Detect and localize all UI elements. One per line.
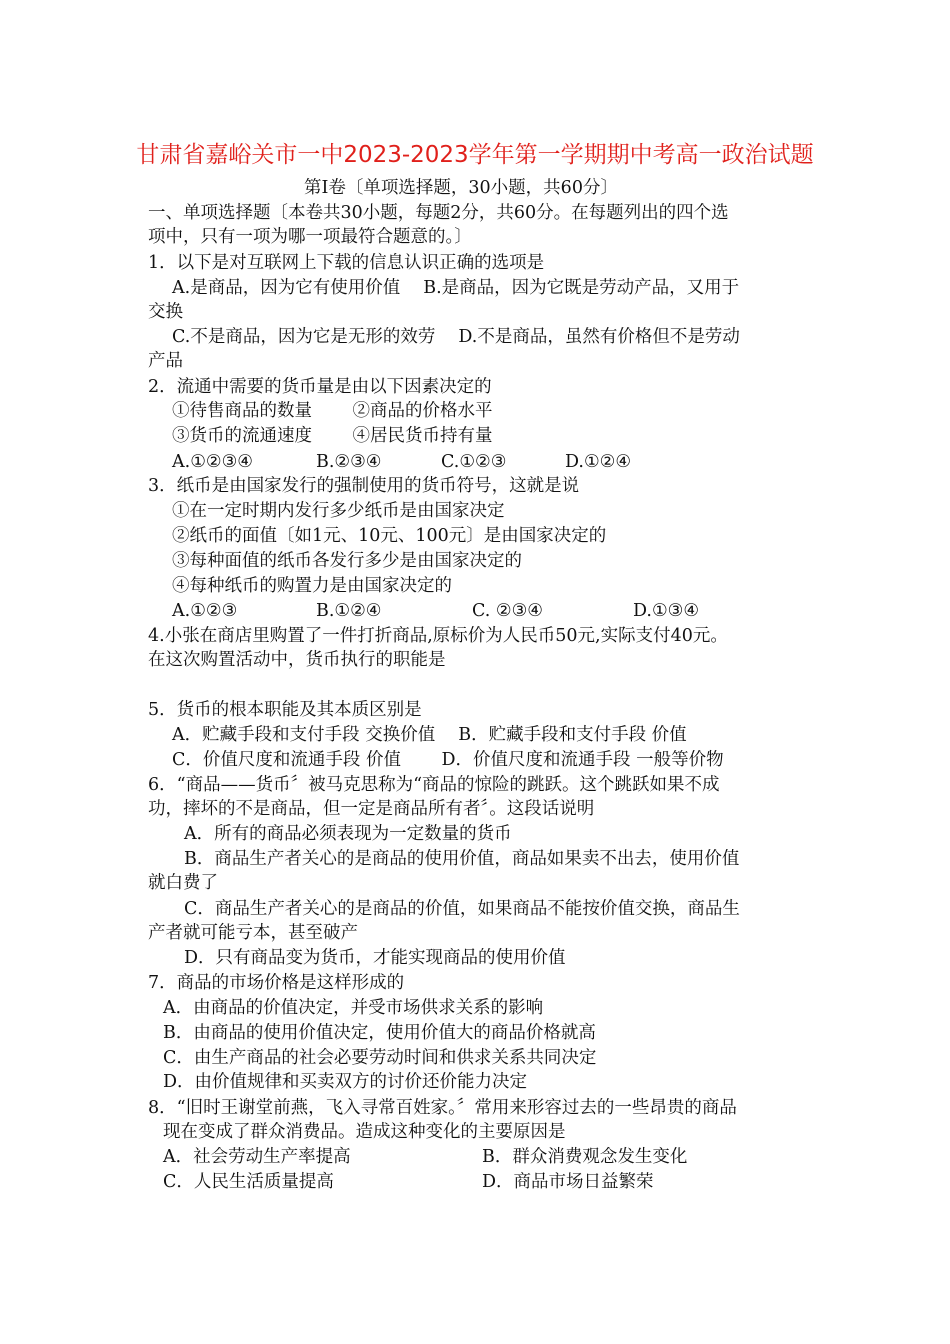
question-3-option: A.①②③ xyxy=(172,601,238,621)
question-8-option: B．群众消费观念发生变化 xyxy=(482,1147,688,1167)
question-7-option: A．由商品的价值决定，并受市场供求关系的影响 xyxy=(163,998,544,1018)
question-5-option-line: C．价值尺度和流通手段 价值 D．价值尺度和流通手段 一般等价物 xyxy=(172,750,724,770)
question-6-option: A．所有的商品必须表现为一定数量的货币 xyxy=(184,824,512,844)
question-3-option: C. ②③④ xyxy=(472,601,543,621)
question-3-option: D.①③④ xyxy=(633,601,700,621)
question-8-option: C．人民生活质量提高 xyxy=(163,1172,334,1192)
question-1-option-line: 交换 xyxy=(148,302,183,322)
question-6-option: C．商品生产者关心的是商品的价值，如果商品不能按价值交换，商品生 xyxy=(184,899,740,919)
question-2-item: ①待售商品的数量 ②商品的价格水平 xyxy=(172,401,493,421)
question-8-line: 8．“旧时王谢堂前燕，飞入寻常百姓家。〞常用来形容过去的一些昂贵的商品 xyxy=(148,1098,737,1118)
question-2-item: ③货币的流通速度 ④居民货币持有量 xyxy=(172,426,493,446)
question-3-option: B.①②④ xyxy=(316,601,382,621)
question-2-option: C.①②③ xyxy=(441,452,507,472)
question-5-stem: 5．货币的根本职能及其本质区别是 xyxy=(148,700,422,720)
question-7-option: C．由生产商品的社会必要劳动时间和供求关系共同决定 xyxy=(163,1048,597,1068)
question-1-option-line: 产品 xyxy=(148,351,183,371)
question-4-line: 在这次购置活动中，货币执行的职能是 xyxy=(148,650,446,670)
question-1-option-line: A.是商品，因为它有使用价值 B.是商品，因为它既是劳动产品，又用于 xyxy=(172,278,740,298)
question-6-option: 产者就可能亏本，甚至破产 xyxy=(148,923,358,943)
document-title: 甘肃省嘉峪关市一中2023-2023学年第一学期期中考高一政治试题 xyxy=(136,142,814,168)
question-2-option: D.①②④ xyxy=(565,452,632,472)
question-1-stem: 1．以下是对互联网上下载的信息认识正确的选项是 xyxy=(148,253,545,273)
question-4-line: 4.小张在商店里购置了一件打折商品,原标价为人民币50元,实际支付40元。 xyxy=(148,626,728,646)
question-6-line: 6．“商品——货币〞被马克思称为“商品的惊险的跳跃。这个跳跃如果不成 xyxy=(148,775,720,795)
question-7-option: B．由商品的使用价值决定，使用价值大的商品价格就高 xyxy=(163,1023,596,1043)
section-intro-line: 项中，只有一项为哪一项最符合题意的。〕 xyxy=(148,227,472,247)
question-6-option: 就白费了 xyxy=(148,873,218,893)
question-8-option: A．社会劳动生产率提高 xyxy=(163,1147,351,1167)
question-3-item: ①在一定时期内发行多少纸币是由国家决定 xyxy=(172,501,505,521)
section-intro-line: 一、单项选择题〔本卷共30小题，每题2分，共60分。在每题列出的四个选 xyxy=(148,203,729,223)
question-3-stem: 3．纸币是由国家发行的强制使用的货币符号，这就是说 xyxy=(148,476,580,496)
question-3-item: ③每种面值的纸币各发行多少是由国家决定的 xyxy=(172,551,522,571)
question-2-option: A.①②③④ xyxy=(172,452,253,472)
question-6-line: 功，摔坏的不是商品，但一定是商品所有者〞。这段话说明 xyxy=(148,799,595,819)
question-2-option: B.②③④ xyxy=(316,452,382,472)
question-8-option: D．商品市场日益繁荣 xyxy=(482,1172,654,1192)
part-heading: 第I卷〔单项选择题，30小题，共60分〕 xyxy=(304,178,618,198)
question-6-option: D．只有商品变为货币，才能实现商品的使用价值 xyxy=(184,948,566,968)
question-3-item: ④每种纸币的购置力是由国家决定的 xyxy=(172,576,452,596)
question-7-stem: 7．商品的市场价格是这样形成的 xyxy=(148,973,405,993)
question-2-stem: 2．流通中需要的货币量是由以下因素决定的 xyxy=(148,377,492,397)
question-1-option-line: C.不是商品，因为它是无形的效劳 D.不是商品，虽然有价格但不是劳动 xyxy=(172,327,740,347)
question-3-item: ②纸币的面值〔如1元、10元、100元〕是由国家决定的 xyxy=(172,526,607,546)
question-8-line: 现在变成了群众消费品。造成这种变化的主要原因是 xyxy=(163,1122,566,1142)
question-6-option: B．商品生产者关心的是商品的使用价值，商品如果卖不出去，使用价值 xyxy=(184,849,740,869)
question-5-option-line: A．贮藏手段和支付手段 交换价值 B．贮藏手段和支付手段 价值 xyxy=(172,725,687,745)
question-7-option: D．由价值规律和买卖双方的讨价还价能力决定 xyxy=(163,1072,528,1092)
